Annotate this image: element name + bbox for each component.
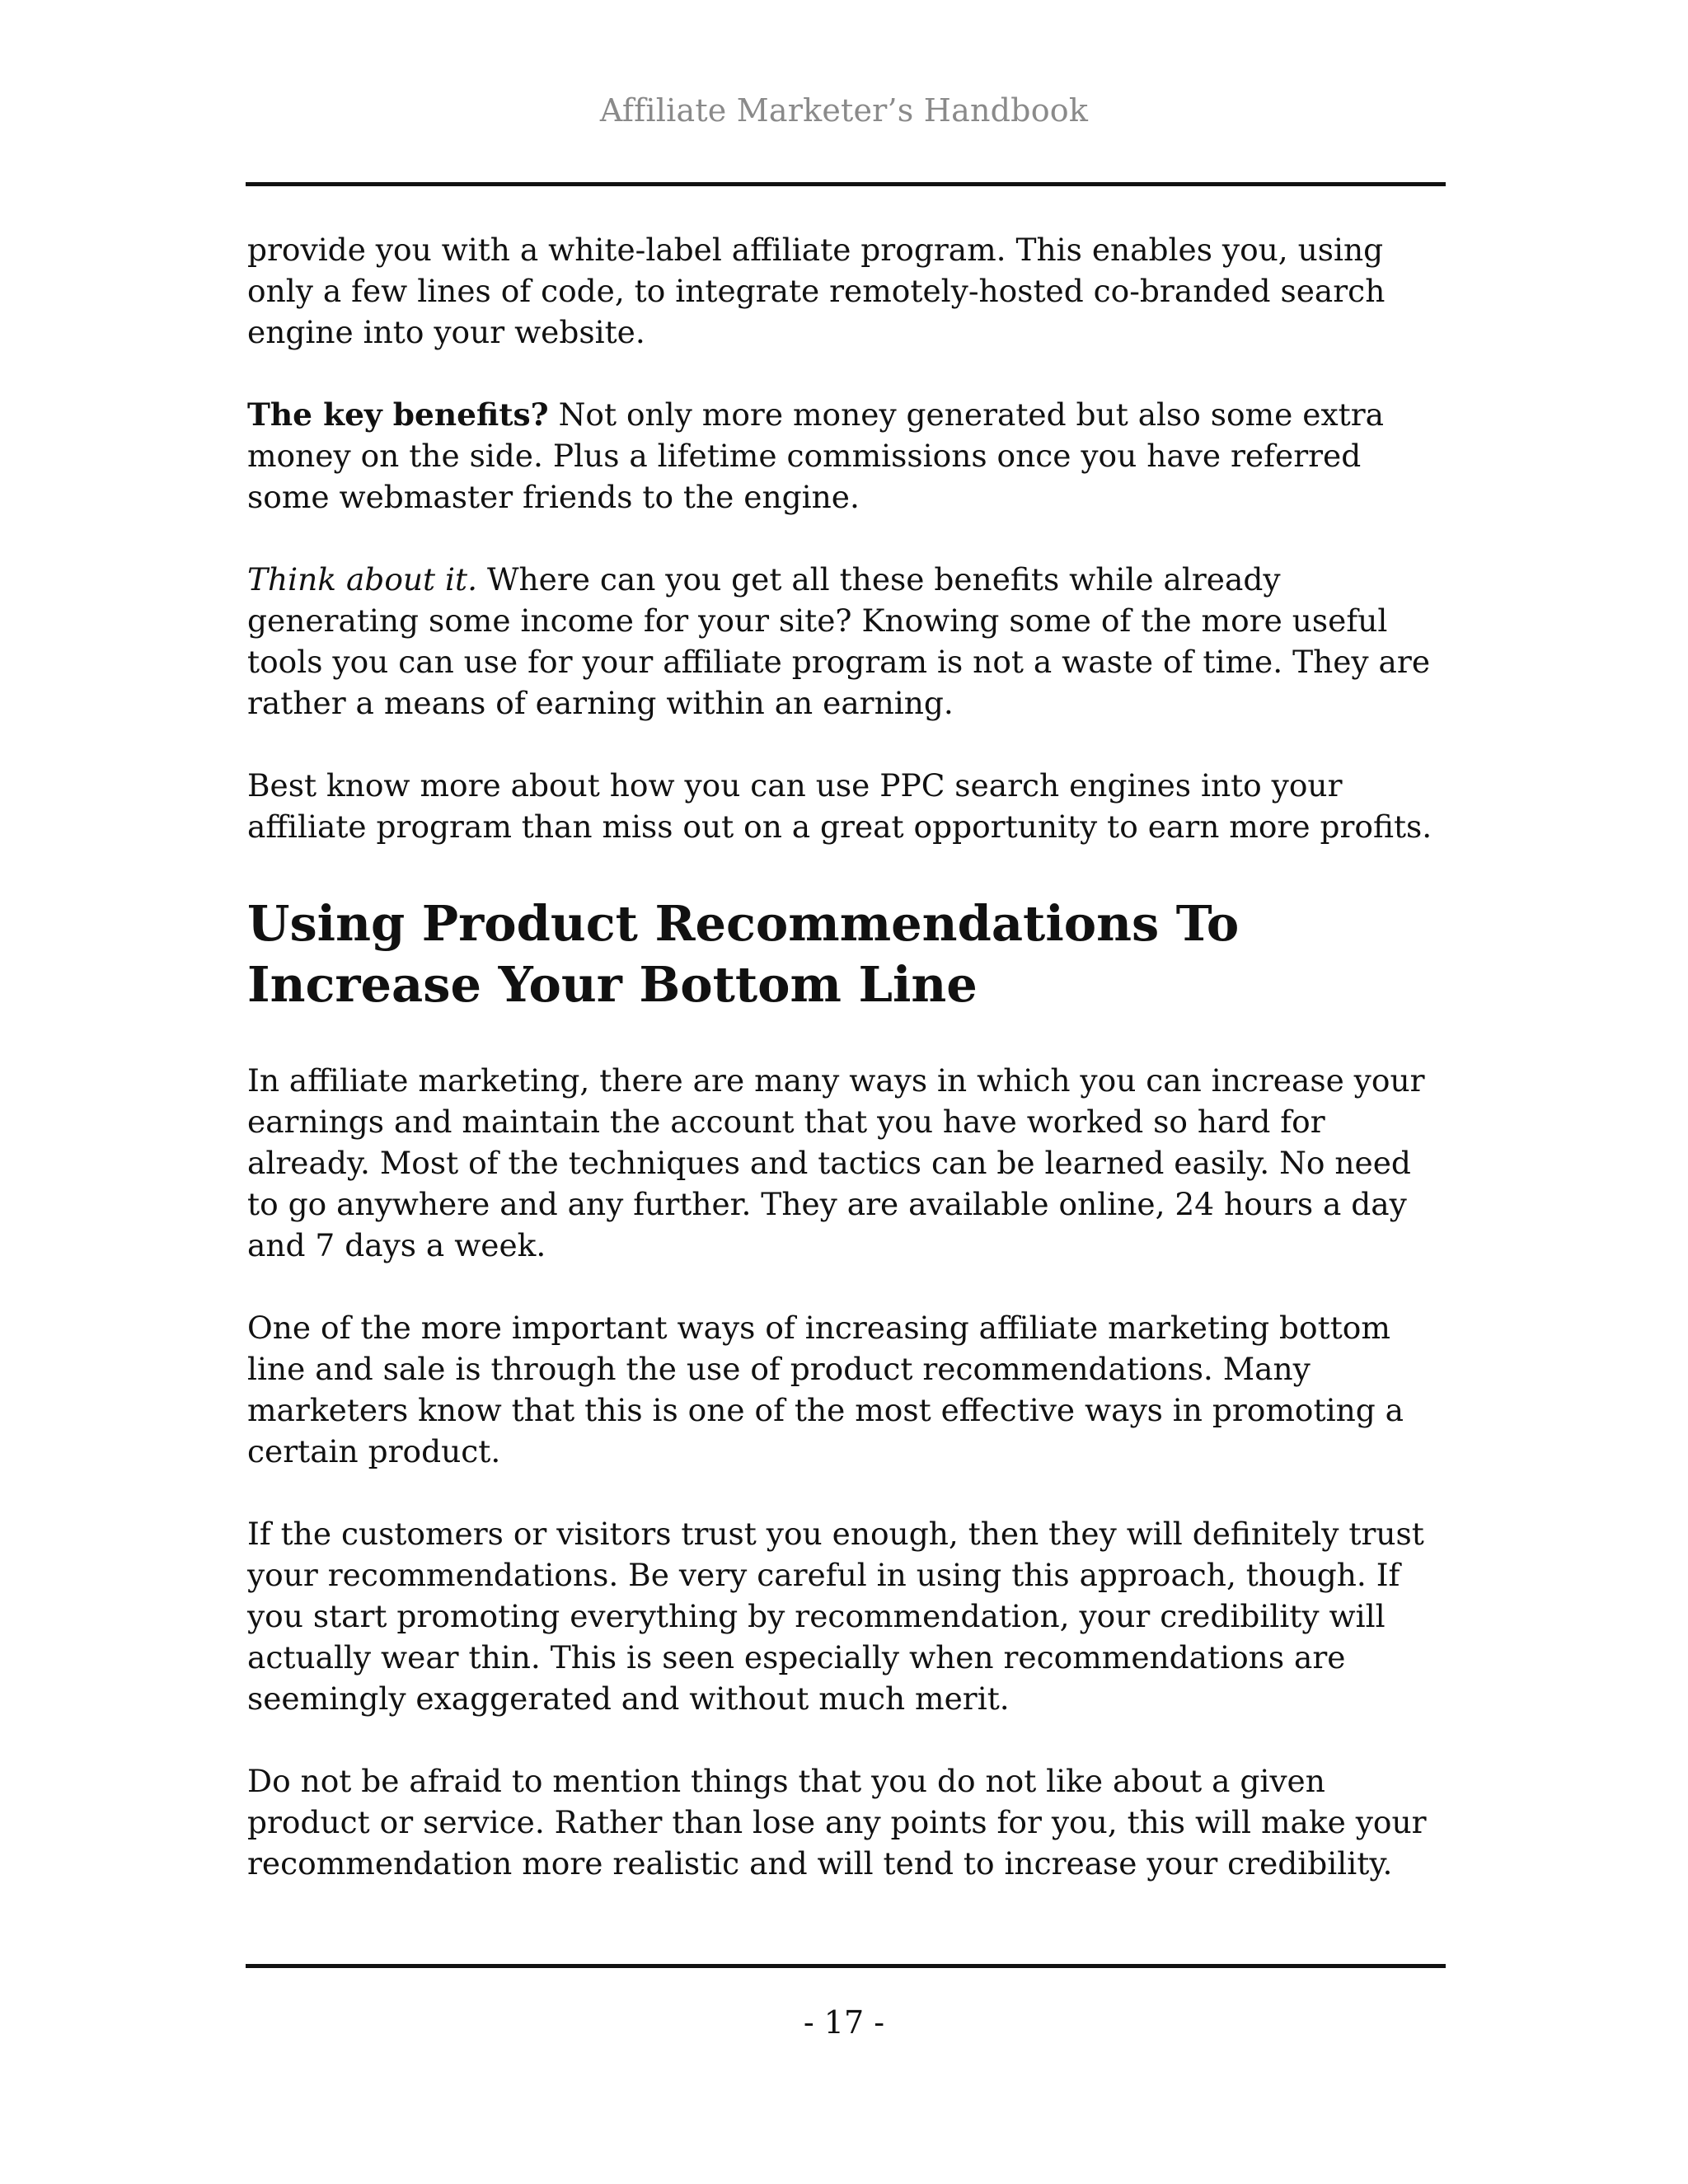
page-body [247, 229, 1451, 1925]
paragraph-think-about-it [247, 559, 1451, 724]
think-about-it-text: Where can you get all these benefits while already generating some income for your site? Knowing some of the more useful tools you can use for your affiliate program is not a waste of time. They are rather a means of earning within an earning. [247, 561, 1431, 721]
paragraph-credibility: Do not be afraid to mention things that you do not like about a given product or service. Rather than lose any points for you, this will make your recommendation more realistic and will tend to increase your credibility. [247, 1763, 1427, 1882]
paragraph-key-benefits [247, 394, 1451, 518]
key-benefits-text: Not only more money generated but also some extra money on the side. Plus a lifetime commissions once you have referred some webmaster friends to the engine. [247, 396, 1384, 515]
paragraph-white-label: provide you with a white-label affiliate program. This enables you, using only a few lines of code, to integrate remotely-hosted co-branded search engine into your website. [247, 232, 1386, 350]
running-header: Affiliate Marketer’s Handbook [599, 92, 1089, 129]
key-benefits-lead: The key benefits? [247, 396, 549, 433]
paragraph-affiliate-marketing: In affiliate marketing, there are many ways in which you can increase your earnings and maintain the account that you have worked so hard for already. Most of the techniques and tactics can be learned easily. No need to go anywhere and any further. They are available online, 24 hours a day and 7 days a week. [247, 1062, 1425, 1263]
section-heading: Using Product Recommendations To Increase Your Bottom Line [247, 895, 1240, 1013]
think-about-it-lead: Think about it. [247, 561, 478, 598]
page-number: - 17 - [803, 2004, 885, 2041]
footer-rule [246, 1964, 1446, 1968]
paragraph-trust: If the customers or visitors trust you enough, then they will definitely trust your recommendations. Be very careful in using this approach, though. If you start promoting everything by recommendation, your credibility will actually wear thin. This is seen especially when recommendations are seemingly exaggerated and without much merit. [247, 1516, 1424, 1717]
paragraph-ppc: Best know more about how you can use PPC search engines into your affiliate program than miss out on a great opportunity to earn more profits. [247, 767, 1432, 845]
header-rule [246, 182, 1446, 186]
paragraph-product-recommendations: One of the more important ways of increasing affiliate marketing bottom line and sale is through the use of product recommendations. Many marketers know that this is one of the most effective ways in promoting a certain product. [247, 1310, 1404, 1469]
